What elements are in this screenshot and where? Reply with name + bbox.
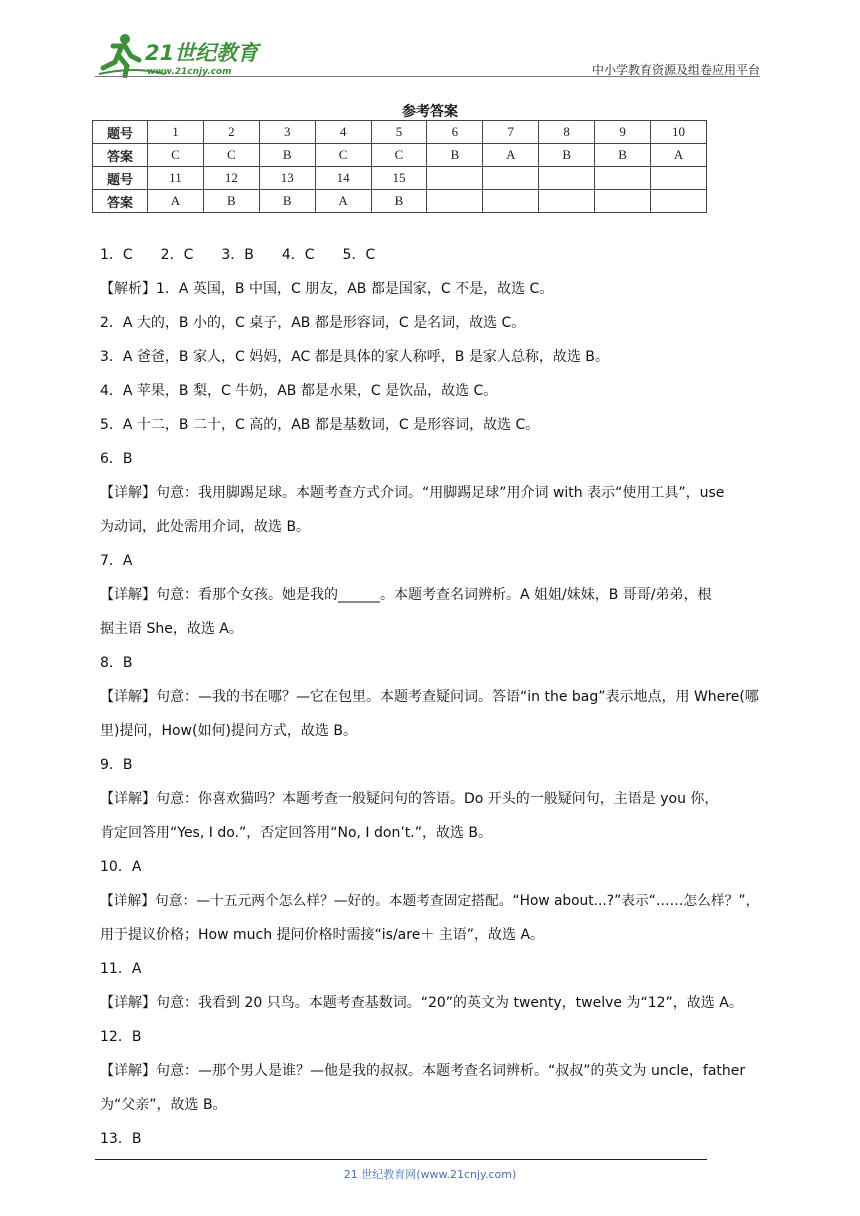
- explanation-line: 【详解】句意：—我的书在哪？—它在包里。本题考查疑问词。答语“in the bag”表示地点，用 Where(哪: [100, 689, 759, 705]
- table-cell: [483, 190, 539, 213]
- row-label: 答案: [93, 144, 148, 167]
- logo-text: 21世纪教育: [145, 41, 259, 65]
- table-cell: [427, 190, 483, 213]
- explanation-line: 为动词，此处需用介词，故选 B。: [100, 519, 311, 535]
- table-cell: C: [371, 144, 427, 167]
- table-cell: 1: [148, 121, 204, 144]
- table-cell: A: [148, 190, 204, 213]
- table-cell: [595, 190, 651, 213]
- table-cell: 10: [651, 121, 707, 144]
- table-cell: B: [259, 144, 315, 167]
- explanation-line: 为“父亲”，故选 B。: [100, 1097, 227, 1113]
- table-cell: [539, 190, 595, 213]
- explanation-line: 肯定回答用“Yes, I do.”，否定回答用“No, I don’t.”，故选 B。: [100, 825, 493, 841]
- table-cell: [651, 190, 707, 213]
- explanations: [100, 238, 765, 1156]
- table-cell: 9: [595, 121, 651, 144]
- table-cell: 2: [203, 121, 259, 144]
- answer-number: 8．B: [100, 655, 133, 671]
- explanation-line: 【详解】句意：我看到 20 只鸟。本题考查基数词。“20”的英文为 twenty，twelve 为“12”，故选 A。: [100, 995, 743, 1011]
- row-label: 答案: [93, 190, 148, 213]
- explanation-line: 【详解】句意：—那个男人是谁？—他是我的叔叔。本题考查名词辨析。“叔叔”的英文为 uncle，father: [100, 1063, 746, 1079]
- table-cell: 12: [203, 167, 259, 190]
- table-cell: [427, 167, 483, 190]
- table-cell: 4: [315, 121, 371, 144]
- table-cell: C: [203, 144, 259, 167]
- table-cell: [651, 167, 707, 190]
- table-cell: A: [315, 190, 371, 213]
- answer-table: [92, 120, 707, 213]
- answer-number: 13．B: [100, 1131, 142, 1147]
- table-cell: 11: [148, 167, 204, 190]
- table-cell: B: [371, 190, 427, 213]
- logo-21cnjy: [95, 30, 265, 78]
- explanation-line: 【详解】句意：—十五元两个怎么样？—好的。本题考查固定搭配。“How about...?”表示“……怎么样？”，: [100, 893, 760, 909]
- answer-number: 7．A: [100, 553, 133, 569]
- explanation-line: 【解析】1．A 英国，B 中国，C 朋友，AB 都是国家，C 不是，故选 C。: [100, 281, 554, 297]
- table-cell: C: [315, 144, 371, 167]
- explanation-line: 【详解】句意：看那个女孩。她是我的______。本题考查名词辨析。A 姐姐/妹妹，B 哥哥/弟弟，根: [100, 587, 712, 603]
- explanation-line: 3．A 爸爸，B 家人，C 妈妈，AC 都是具体的家人称呼，B 是家人总称，故选 B。: [100, 349, 609, 365]
- table-row: [93, 121, 707, 144]
- answer-number: 10．A: [100, 859, 142, 875]
- answer-number: 6．B: [100, 451, 133, 467]
- table-cell: 3: [259, 121, 315, 144]
- explanation-line: 【详解】句意：你喜欢猫吗？本题考查一般疑问句的答语。Do 开头的一般疑问句，主语是 you 你，: [100, 791, 719, 807]
- table-cell: 6: [427, 121, 483, 144]
- table-cell: 5: [371, 121, 427, 144]
- explanation-line: 5．A 十二，B 二十，C 高的，AB 都是基数词，C 是形容词，故选 C。: [100, 417, 540, 433]
- answer-number: 12．B: [100, 1029, 142, 1045]
- table-cell: 13: [259, 167, 315, 190]
- table-cell: A: [651, 144, 707, 167]
- footer-divider: [95, 1159, 707, 1160]
- explanation-line: 据主语 She，故选 A。: [100, 621, 243, 637]
- table-cell: B: [427, 144, 483, 167]
- table-cell: [483, 167, 539, 190]
- table-cell: 7: [483, 121, 539, 144]
- platform-name: 中小学教育资源及组卷应用平台: [591, 63, 760, 77]
- table-cell: [595, 167, 651, 190]
- explanation-line: 2．A 大的，B 小的，C 桌子，AB 都是形容词，C 是名词，故选 C。: [100, 315, 526, 331]
- explanation-line: 用于提议价格；How much 提问价格时需接“is/are＋ 主语”，故选 A。: [100, 927, 545, 943]
- table-cell: B: [203, 190, 259, 213]
- explanation-line: 【详解】句意：我用脚踢足球。本题考查方式介词。“用脚踢足球”用介词 with 表示“使用工具”，use: [100, 485, 725, 501]
- row-label: 题号: [93, 167, 148, 190]
- explanation-line: 里)提问，How(如何)提问方式，故选 B。: [100, 723, 357, 739]
- table-cell: [539, 167, 595, 190]
- table-cell: 8: [539, 121, 595, 144]
- answers-title: 参考答案: [402, 104, 458, 120]
- footer-link[interactable]: 21 世纪教育网(www.21cnjy.com): [343, 1168, 517, 1181]
- table-row: [93, 167, 707, 190]
- table-cell: B: [595, 144, 651, 167]
- table-cell: B: [539, 144, 595, 167]
- answer-number: 11．A: [100, 961, 142, 977]
- answer-summary-line: 1．C 2．C 3．B 4．C 5．C: [100, 247, 376, 263]
- table-cell: 15: [371, 167, 427, 190]
- logo-url: www.21cnjy.com: [147, 67, 232, 77]
- table-cell: 14: [315, 167, 371, 190]
- table-cell: C: [148, 144, 204, 167]
- table-cell: B: [259, 190, 315, 213]
- page-header: [95, 30, 760, 80]
- table-cell: A: [483, 144, 539, 167]
- header-divider: [95, 76, 760, 77]
- row-label: 题号: [93, 121, 148, 144]
- answer-number: 9．B: [100, 757, 133, 773]
- explanation-line: 4．A 苹果，B 梨，C 牛奶，AB 都是水果，C 是饮品，故选 C。: [100, 383, 498, 399]
- table-row: [93, 190, 707, 213]
- table-row: [93, 144, 707, 167]
